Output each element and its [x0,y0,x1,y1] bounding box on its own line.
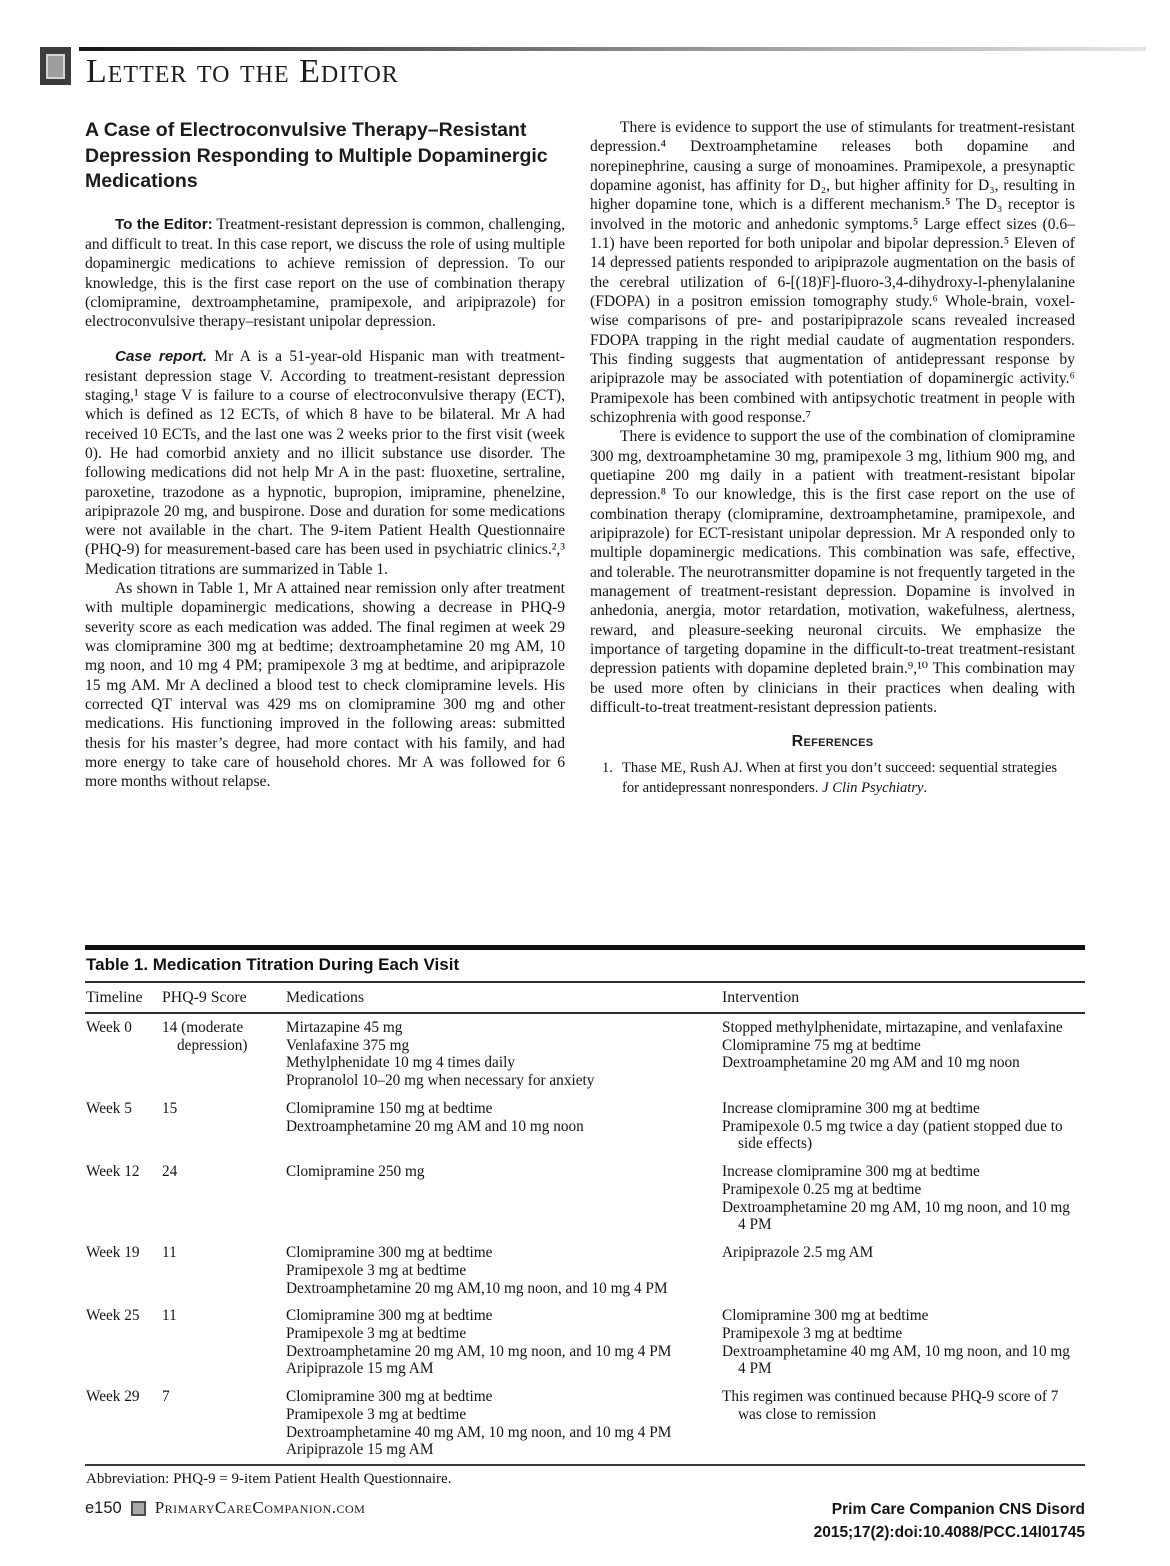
phq9-cell [161,1239,285,1302]
paragraph-case-report [85,347,565,579]
intervention-line: This regimen was continued because PHQ-9 score of 7 was close to remission [722,1388,1059,1423]
table-row [85,1302,1085,1383]
medication-line: Propranolol 10–20 mg when necessary for anxiety [286,1072,595,1090]
table-row [85,1239,1085,1302]
intervention-line: Dextroamphetamine 20 mg AM, 10 mg noon, and 10 mg 4 PM [722,1198,1070,1234]
medication-line: Mirtazapine 45 mg [286,1019,403,1036]
phq9-value: 24 [162,1163,178,1181]
references-heading: References [791,733,874,751]
to-the-editor-text: Treatment-resistant depression is common, challenging, and difficult to treat. In this case report, we discuss the role of using multiple dopaminergic medications to achieve remission of depression. To our knowledge, this is the first case report on the use of combination therapy (clomipramine, dextroamphetamine, pramipexole, and aripiprazole) for electroconvulsive therapy–resistant unipolar depression. [85,216,565,331]
footer-site-name: PrimaryCareCompanion.com [154,1498,366,1517]
medication-line: Pramipexole 3 mg at bedtime [286,1261,467,1279]
medication-line: Clomipramine 250 mg [286,1163,425,1181]
footer-journal-name: Prim Care Companion CNS Disord [831,1501,1085,1518]
footer-left [85,1498,365,1518]
intervention-cell [721,1302,1085,1383]
phq9-value: 14 (moderate depression) [162,1019,248,1054]
medication-line: Dextroamphetamine 40 mg AM, 10 mg noon, and 10 mg 4 PM [286,1423,672,1441]
medication-line: Dextroamphetamine 20 mg AM,10 mg noon, and 10 mg 4 PM [286,1279,668,1297]
intervention-line: Increase clomipramine 300 mg at bedtime [722,1099,980,1117]
intervention-line: Clomipramine 300 mg at bedtime [722,1307,929,1325]
table-title: Table 1. Medication Titration During Each Visit [85,950,1085,983]
phq9-cell [161,1014,285,1095]
intervention-line: Aripiprazole 2.5 mg AM [722,1244,874,1262]
medication-line: Pramipexole 3 mg at bedtime [286,1325,467,1343]
intervention-line: Pramipexole 3 mg at bedtime [722,1325,903,1343]
table-row [85,1158,1085,1239]
intervention-line: Increase clomipramine 300 mg at bedtime [722,1163,980,1181]
medications-cell [285,1158,721,1239]
footer-page-number: e150 [85,1498,122,1517]
timeline-cell: Week 29 [86,1388,140,1406]
medication-line: Methylphenidate 10 mg 4 times daily [286,1054,515,1072]
masthead-gradient-rule [79,47,1146,51]
intervention-line: Dextroamphetamine 40 mg AM, 10 mg noon, and 10 mg 4 PM [722,1342,1070,1378]
timeline-cell: Week 19 [86,1244,140,1262]
medication-line: Pramipexole 3 mg at bedtime [286,1405,467,1423]
footer-logo-icon [131,1501,146,1516]
section-logo-icon [40,47,71,85]
intervention-line: Pramipexole 0.5 mg twice a day (patient stopped due to side effects) [722,1117,1063,1153]
intervention-line: Dextroamphetamine 20 mg AM and 10 mg noon [722,1054,1020,1072]
medication-line: Clomipramine 150 mg at bedtime [286,1099,493,1117]
table-header-row [85,983,1085,1014]
references-section [590,733,1075,798]
footer-citation: 2015;17(2):doi:10.4088/PCC.14l01745 [813,1524,1085,1542]
phq9-cell [161,1383,285,1464]
article-body [85,118,1075,950]
intervention-cell [721,1239,1085,1302]
timeline-cell: Week 25 [86,1307,140,1325]
paragraph-evidence-stimulants: There is evidence to support the use of stimulants for treatment-resistant depression.⁴ Dextroamphetamine releases both dopamine and norepinephrine, causing a surge of monoamines. Pramipexole, a presynaptic dopamine agonist, has affinity for D₂, but higher affinity for D₃, resulting in higher dopamine tone, which is a different mechanism.⁵ The D₃ receptor is involved in the motoric and anhedonic symptoms.⁵ Large effect sizes (0.6–1.1) have been reported for both unipolar and bipolar depression.⁵ Eleven of 14 depressed patients responded to aripiprazole augmentation on the basis of the cerebral utilization of 6-[(18)F]-fluoro-3,4-dihydroxy-l-phenylalanine (FDOPA) in a positron emission tomography study.⁶ Whole-brain, voxel-wise comparisons of pre- and postaripiprazole scans revealed increased FDOPA trapping in the right medial caudate of augmentation responders. This finding suggests that augmentation of antidepressant response by aripiprazole may be associated with potentiation of dopaminergic activity.⁶ Pramipexole has been combined with antipsychotic treatment in people with schizophrenia with good response.⁷ [590,119,1075,426]
intervention-cell [721,1158,1085,1239]
table-row [85,1014,1085,1095]
medications-cell [285,1014,721,1095]
timeline-cell: Week 12 [86,1163,140,1181]
phq9-value: 11 [162,1307,177,1325]
phq9-value: 15 [162,1099,178,1117]
paragraph-evidence-combination: There is evidence to support the use of the combination of clomipramine 300 mg, dextroamphetamine 30 mg, pramipexole 3 mg, lithium 900 mg, and quetiapine 200 mg daily in a patient with treatment-resistant bipolar depression.⁸ To our knowledge, this is the first case report on the use of combination therapy (clomipramine, dextroamphetamine, pramipexole, and aripiprazole) for ECT-resistant unipolar depression. Mr A responded only to multiple dopaminergic medications. This combination was safe, effective, and tolerable. The neurotransmitter dopamine is not frequently targeted in the management of treatment-resistant depression. Dopamine is involved in anhedonia, anergia, motor retardation, motivation, wakefulness, alertness, reward, and pleasure-seeking neuronal circuits. We emphasize the importance of targeting dopamine in the difficult-to-treat treatment-resistant depression patients with dopamine depleted brain.⁹,¹⁰ This combination may be used more often by clinicians in their practices when dealing with difficult-to-treat treatment-resistant depression patients. [590,428,1075,716]
phq9-value: 11 [162,1244,177,1262]
paragraph-to-the-editor [85,215,565,331]
medication-line: Dextroamphetamine 20 mg AM and 10 mg noon [286,1117,584,1135]
reference-number: 1. [602,760,613,777]
phq9-cell [161,1095,285,1158]
phq9-cell [161,1302,285,1383]
reference-text: Thase ME, Rush AJ. When at first you don’t succeed: sequential strategies for antidepressant nonresponders. J Clin Psychiatry. [621,760,1058,796]
medications-cell [285,1302,721,1383]
intervention-line: Stopped methylphenidate, mirtazapine, and venlafaxine [722,1019,1063,1036]
intervention-cell [721,1383,1085,1464]
timeline-cell: Week 5 [86,1099,132,1117]
to-the-editor-lead: To the Editor: [115,216,213,234]
medication-line: Aripiprazole 15 mg AM [286,1360,434,1378]
table-row [85,1095,1085,1158]
left-column [85,118,565,950]
column-header-intervention: Intervention [722,989,800,1006]
intervention-line: Pramipexole 0.25 mg at bedtime [722,1180,922,1198]
medication-line: Clomipramine 300 mg at bedtime [286,1388,493,1406]
page-footer [85,1498,1085,1545]
section-title: Letter to the Editor [86,53,399,90]
intervention-cell [721,1095,1085,1158]
medication-line: Venlafaxine 375 mg [286,1036,410,1054]
intervention-cell [721,1014,1085,1095]
medication-line: Aripiprazole 15 mg AM [286,1441,434,1459]
intervention-line: Clomipramine 75 mg at bedtime [722,1036,921,1054]
phq9-cell [161,1158,285,1239]
paragraph-results: As shown in Table 1, Mr A attained near remission only after treatment with multiple dopaminergic medications, showing a decrease in PHQ-9 severity score as each medication was added. The final regimen at week 29 was clomipramine 300 mg at bedtime; dextroamphetamine 20 mg AM, 10 mg noon, and 10 mg 4 PM; pramipexole 3 mg at bedtime, and aripiprazole 15 mg AM. Mr A declined a blood test to check clomipramine levels. His corrected QT interval was 429 ms on clomipramine 300 mg and other medications. His functioning improved in the following areas: submitted thesis for his master’s degree, had more contact with his family, and had more energy to take care of household chores. Mr A was followed for 6 more months without relapse. [85,580,565,791]
section-logo-inner-square [46,54,65,79]
right-column [590,118,1075,950]
case-report-text: Mr A is a 51-year-old Hispanic man with treatment-resistant depression stage V. According to treatment-resistant depression staging,¹ stage V is failure to a course of electroconvulsive therapy (ECT), which is defined as 12 ECTs, of which 8 have to be bilateral. Mr A had received 10 ECTs, and the last one was 2 weeks prior to the first visit (week 0). He had comorbid anxiety and no illicit substance use disorder. The following medications did not help Mr A in the past: fluoxetine, sertraline, paroxetine, trazodone as a hypnotic, bupropion, imipramine, phenelzine, aripiprazole 20 mg, and buspirone. Dose and duration for some medications were not available in the chart. The 9-item Patient Health Questionnaire (PHQ-9) for measurement-based care has been used in psychiatric clinics.²,³ Medication titrations are summarized in Table 1. [85,347,565,578]
reference-item [590,759,1075,798]
reference-journal: J Clin Psychiatry [822,779,924,796]
column-header-timeline: Timeline [86,989,143,1006]
timeline-cell: Week 0 [86,1019,132,1036]
table-abbreviation-note: Abbreviation: PHQ-9 = 9-item Patient Health Questionnaire. [85,1464,1085,1493]
medications-cell [285,1095,721,1158]
medications-cell [285,1383,721,1464]
table-body [85,1014,1085,1464]
medication-line: Clomipramine 300 mg at bedtime [286,1244,493,1262]
medications-cell [285,1239,721,1302]
column-header-medications: Medications [286,989,365,1006]
article-title: A Case of Electroconvulsive Therapy–Resistant Depression Responding to Multiple Dopaminergic Medications [85,119,548,193]
phq9-value: 7 [162,1388,170,1406]
medication-line: Clomipramine 300 mg at bedtime [286,1307,493,1325]
table-row [85,1383,1085,1464]
medication-line: Dextroamphetamine 20 mg AM, 10 mg noon, and 10 mg 4 PM [286,1342,672,1360]
table-1 [85,945,1085,1493]
case-report-lead: Case report. [115,347,208,365]
column-header-phq9-score: PHQ-9 Score [162,989,247,1006]
footer-right [814,1498,1085,1545]
